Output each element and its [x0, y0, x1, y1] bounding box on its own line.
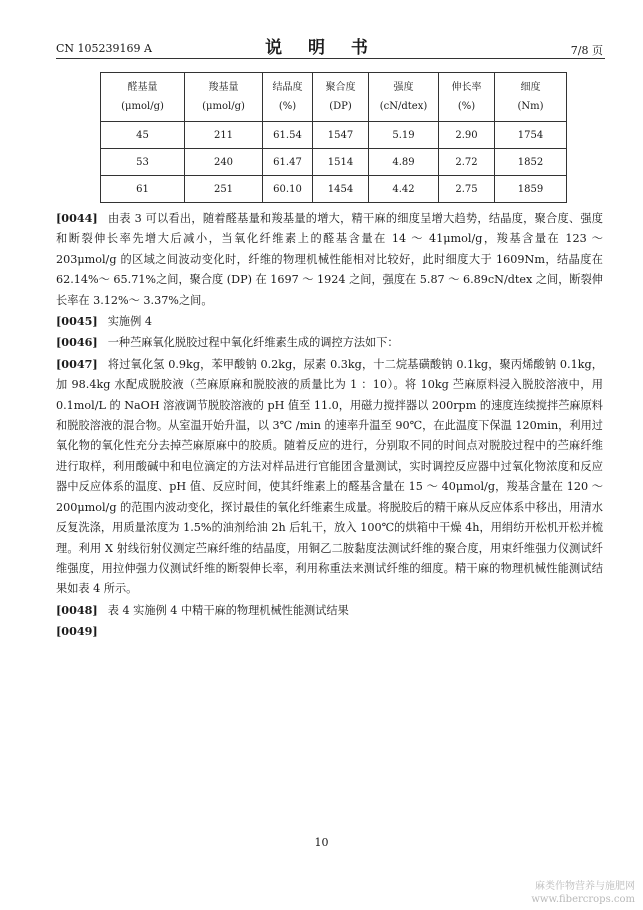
paragraph-number: [0046] [56, 335, 98, 350]
table-cell: 4.89 [369, 149, 439, 176]
table-cell: 240 [185, 149, 263, 176]
table-cell: 1547 [313, 122, 369, 149]
table-cell: 1454 [313, 176, 369, 203]
table-cell: 5.19 [369, 122, 439, 149]
results-table [100, 72, 567, 203]
table-cell: 2.72 [439, 149, 495, 176]
table-cell: 1852 [495, 149, 567, 176]
column-header: 结晶度 (%) [263, 73, 313, 122]
column-header: 聚合度 (DP) [313, 73, 369, 122]
paragraph-text: 一种苎麻氧化脱胶过程中氧化纤维素生成的调控方法如下： [107, 336, 399, 350]
table-cell: 45 [101, 122, 185, 149]
table-cell: 1514 [313, 149, 369, 176]
table-cell: 61 [101, 176, 185, 203]
document-title: 说 明 书 [265, 38, 378, 58]
patent-number: CN 105239169 A [56, 42, 152, 55]
page-number: 10 [314, 836, 329, 849]
table-cell: 1859 [495, 176, 567, 203]
table-cell: 1754 [495, 122, 567, 149]
paragraph-text: 实施例 4 [107, 315, 152, 329]
table-row [101, 149, 567, 176]
paragraph-number: [0049] [56, 624, 98, 639]
body-text [56, 208, 603, 643]
table-cell: 2.75 [439, 176, 495, 203]
paragraph-number: [0047] [56, 356, 98, 371]
paragraph [56, 332, 603, 353]
paragraph-number: [0045] [56, 314, 98, 329]
table-cell: 251 [185, 176, 263, 203]
table-cell: 53 [101, 149, 185, 176]
paragraph-text: 由表 3 可以看出，随着醛基量和羧基量的增大，精干麻的细度呈增大趋势，结晶度，聚合度、强度和断裂伸长率先增大后减小，当氧化纤维素上的醛基含量在 14 ～ 41μmol/g，羧基含量在 123 ～ 203μmol/g 的区域之间波动变化时，纤维的物理机械性能相对比较好，此时细度大于 1609Nm，结晶度在 62.14%～ 65.71%之间，聚合度 (DP) 在 1697 ～ 1924 之间，强度在 5.87 ～ 6.89cN/dtex 之间，断裂伸长率在 3.12%～ 3.37%之间。 [56, 212, 603, 307]
paragraph [56, 600, 603, 621]
paragraph-text: 表 4 实施例 4 中精干麻的物理机械性能测试结果 [107, 603, 349, 617]
paragraph [56, 621, 603, 642]
table-cell: 60.10 [263, 176, 313, 203]
paragraph [56, 208, 603, 311]
page-indicator: 7/8 页 [570, 44, 603, 57]
table-cell: 4.42 [369, 176, 439, 203]
paragraph-number: [0048] [56, 602, 98, 617]
column-header: 伸长率 (%) [439, 73, 495, 122]
header-divider [56, 58, 605, 59]
table-cell: 61.47 [263, 149, 313, 176]
column-header: 羧基量 (μmol/g) [185, 73, 263, 122]
paragraph-text: 将过氧化氢 0.9kg，苯甲酸钠 0.2kg，尿素 0.3kg，十二烷基磺酸钠 0.1kg，聚丙烯酸钠 0.1kg，加 98.4kg 水配成脱胶液（苎麻原麻和脱胶液的质量比为 1 ：10）。将 10kg 苎麻原料浸入脱胶溶液中，用 0.1mol/L 的 NaOH 溶液调节脱胶溶液的 pH 值至 11.0，用磁力搅拌器以 200rpm 的速度连续搅拌苎麻原料和脱胶溶液的混合物。从室温开始升温，以 3℃ /min 的速率升温至 90℃，在此温度下保温 120min，利用过氧化物的氧化性充分去掉苎麻原麻中的胶质。随着反应的进行，分别取不同的时间点对脱胶过程中的苎麻纤维进行取样，利用酸碱中和电位滴定的方法对样品进行官能团含量测试，实时调控反应器中过氧化物浓度和反应器中反应体系的温度、pH 值、反应时间，使其纤维素上的醛基含量在 15 ～ 40μmol/g，羧基含量在 120 ～ 200μmol/g 的范围内波动变化，探讨最佳的氧化纤维素生成量。将脱胶后的精干麻从反应体系中移出，用清水反复洗涤，用质量浓度为 1.5%的油剂给油 2h 后轧干，放入 100℃的烘箱中干燥 4h，用绢纺开松机开松并梳理。利用 X 射线衍射仪测定苎麻纤维的结晶度，用铜乙二胺黏度法测试纤维的聚合度，用束纤维强力仪测试纤维强度，用拉伸强力仪测试纤维的断裂伸长率，利用称重法来测试纤维的细度。精干麻的物理机械性能测试结果如表 4 所示。 [56, 357, 603, 596]
column-header: 强度 (cN/dtex) [369, 73, 439, 122]
paragraph [56, 311, 603, 332]
table-cell: 61.54 [263, 122, 313, 149]
table-cell: 211 [185, 122, 263, 149]
paragraph-number: [0044] [56, 211, 98, 225]
watermark [531, 880, 635, 906]
column-header: 细度 (Nm) [495, 73, 567, 122]
column-header: 醛基量 (μmol/g) [101, 73, 185, 122]
paragraph [56, 354, 603, 600]
watermark-line: 麻类作物营养与施肥网 [535, 881, 635, 892]
table-cell: 2.90 [439, 122, 495, 149]
table-row [101, 176, 567, 203]
table-row [101, 122, 567, 149]
watermark-line: www.fibercrops.com [531, 894, 635, 905]
table-header-row [101, 73, 567, 122]
